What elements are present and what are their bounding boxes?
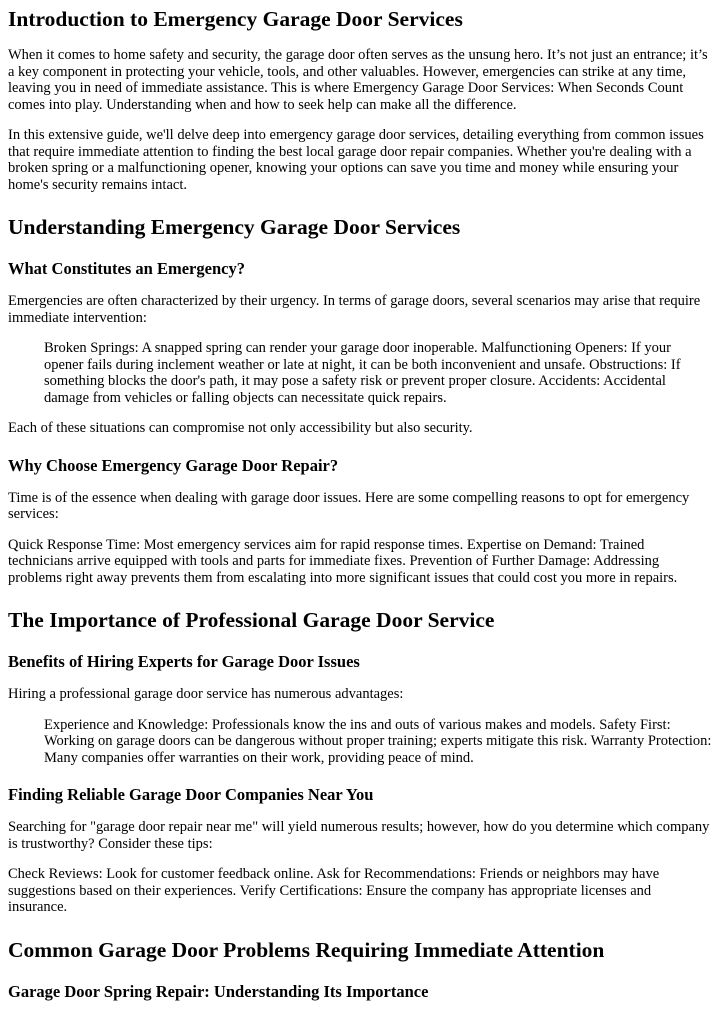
page-title: Introduction to Emergency Garage Door Services (8, 7, 463, 31)
paragraph-searching: Searching for "garage door repair near me" will yield numerous results; however, how do you determine which company is trustworthy? Consider these tips: (8, 819, 710, 852)
section-heading-understanding: Understanding Emergency Garage Door Services (8, 215, 461, 239)
section-heading-common-problems: Common Garage Door Problems Requiring Immediate Attention (8, 937, 605, 962)
paragraph-hiring: Hiring a professional garage door service has numerous advantages: (8, 686, 404, 702)
paragraph-emergencies: Emergencies are often characterized by their urgency. In terms of garage doors, several scenarios may arise that require immediate intervention: (8, 293, 701, 326)
paragraph-reasons: Quick Response Time: Most emergency services aim for rapid response times. Expertise on Demand: Trained technicians arrive equipped with tools and parts for immediate fixes. Prevention of Further Damage: Addressing problems right away prevents them from escalating into more significant issues that could cost you more in repairs. (8, 536, 678, 586)
subheading-what-constitutes: What Constitutes an Emergency? (8, 259, 245, 278)
subheading-benefits: Benefits of Hiring Experts for Garage Door Issues (8, 652, 360, 671)
paragraph-each-situation: Each of these situations can compromise not only accessibility but also security. (8, 420, 473, 436)
subheading-spring-repair: Garage Door Spring Repair: Understanding Its Importance (8, 981, 429, 1001)
subheading-why-choose: Why Choose Emergency Garage Door Repair? (8, 455, 339, 475)
intro-paragraph-2: In this extensive guide, we'll delve deep into emergency garage door services, detailing everything from common issues that require immediate attention to finding the best local garage door repair companies. Whether you're dealing with a broken spring or a malfunctioning opener, knowing your options can save you time and money while ensuring your home's security remains intact. (8, 127, 704, 193)
paragraph-tips: Check Reviews: Look for customer feedback online. Ask for Recommendations: Friends or neighbors may have suggestions based on their experiences. Verify Certifications: Ensure the company has appropriate licenses and insurance. (8, 866, 660, 915)
paragraph-time-essence: Time is of the essence when dealing with garage door issues. Here are some compelling reasons to opt for emergency services: (8, 489, 690, 522)
article (0, 7, 720, 1002)
intro-paragraph-1: When it comes to home safety and security, the garage door often serves as the unsung hero. It’s not just an entrance; it’s a key component in protecting your vehicle, tools, and other valuables. However, emergencies can strike at any time, leaving you in need of immediate assistance. This is where Emergency Garage Door Services: When Seconds Count comes into play. Understanding when and how to seek help can make all the difference. (8, 47, 708, 113)
subheading-finding-reliable: Finding Reliable Garage Door Companies Near You (8, 785, 374, 804)
section-heading-importance: The Importance of Professional Garage Door Service (8, 608, 495, 632)
blockquote-emergency-scenarios: Broken Springs: A snapped spring can render your garage door inoperable. Malfunctioning Openers: If your opener fails during inclement weather or late at night, it can be both inconvenient and unsafe. Obstructions: If something blocks the door's path, it may pose a safety risk or prevent proper closure. Accidents: Accidental damage from vehicles or falling objects can necessitate quick repairs. (44, 340, 681, 406)
blockquote-advantages: Experience and Knowledge: Professionals know the ins and outs of various makes and models. Safety First: Working on garage doors can be dangerous without proper training; experts mitigate this risk. Warranty Protection: Many companies offer warranties on their work, providing peace of mind. (44, 716, 712, 766)
